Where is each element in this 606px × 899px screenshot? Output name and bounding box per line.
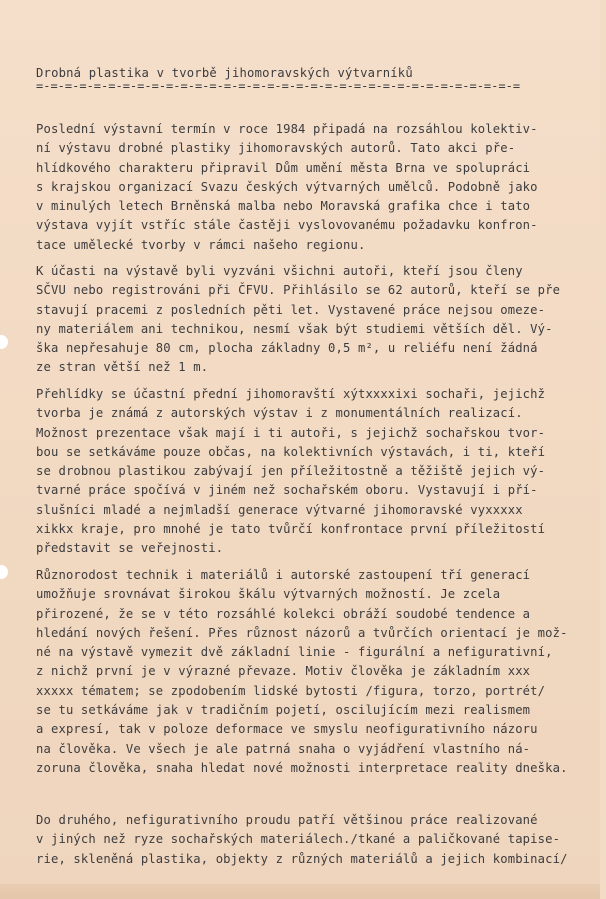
text-line: v minulých letech Brněnská malba nebo Moravská grafika chce i tato xyxy=(36,199,531,214)
paragraph-5 xyxy=(36,811,606,869)
text-line: xikkx kraje, pro mnohé je tato tvůrčí konfrontace první příležitostí xyxy=(36,522,546,537)
text-line: ní výstavu drobné plastiky jihomoravských autorů. Tato akci pře- xyxy=(36,141,516,156)
title-underline: =-=-=-=-=-=-=-=-=-=-=-=-=-=-=-=-=-=-=-=-=-=-=-=-=-=-=-=-=-=-=-=-=-= xyxy=(36,79,521,93)
paragraph-4 xyxy=(36,566,606,778)
text-line: Možnost prezentace však mají i ti autoři, s jejichž sochařskou tvor- xyxy=(36,425,546,440)
text-line: a expresí, tak v poloze deformace ve smyslu neofigurativního názoru xyxy=(36,722,538,737)
text-line: tvarné práce spočívá v jiném než sochařském oboru. Vystavují i pří- xyxy=(36,483,538,498)
text-line: Různorodost technik i materiálů i autorské zastoupení tří generací xyxy=(36,568,531,582)
text-line: umožňuje srovnávat širokou škálu výtvarných možností. Je zcela xyxy=(36,587,501,602)
text-line: se drobnou plastikou zabývají jen příležitostně a těžiště jejich vý- xyxy=(36,464,546,479)
text-line: Přehlídky se účastní přední jihomoravští xýtxxxxixi sochaři, jejichž xyxy=(36,387,546,401)
paragraph-1 xyxy=(36,120,606,255)
text-line: představit se veřejnosti. xyxy=(36,541,224,556)
text-line: K účasti na výstavě byli vyzváni všichni autoři, kteří jsou členy xyxy=(36,264,523,278)
text-line: zoruna člověka, snaha hledat nové možnosti interpretace reality dneška. xyxy=(36,760,568,775)
paragraph-2 xyxy=(36,262,606,378)
text-line: xxxxx tématem; se zpodobením lidské bytosti /figura, torzo, portrét/ xyxy=(36,683,546,698)
paragraph-3 xyxy=(36,385,606,559)
page-fold-edge xyxy=(0,884,600,899)
text-line: bou se setkáváme pouze občas, na kolektivních výstavách, i ti, kteří xyxy=(36,444,546,459)
text-line: ny materiálem ani technikou, nesmí však být studiemi větších děl. Vý- xyxy=(36,321,553,336)
text-line: rie, skleněná plastika, objekty z různých materiálů a jejich kombinací/ xyxy=(36,851,568,866)
text-line: tace umělecké tvorby v rámci našeho regionu. xyxy=(36,237,366,252)
text-line: přirozené, že se v této rozsáhlé kolekci obráží soudobé tendence a xyxy=(36,606,531,621)
text-line: slušníci mladé a nejmladší generace výtvarné jihomoravské vyxxxxx xyxy=(36,502,523,517)
text-line: hlídkového charakteru připravil Dům umění města Brna ve spolupráci xyxy=(36,160,531,175)
text-line: s krajskou organizací Svazu českých výtvarných umělců. Podobně jako xyxy=(36,179,538,194)
text-line: né na výstavě vymezit dvě základní linie - figurální a nefigurativní, xyxy=(36,645,553,660)
text-line: výstava vyjít vstříc stále častěji vyslovovanému požadavku konfron- xyxy=(36,218,538,233)
text-line: v jiných než ryze sochařských materiálech./tkané a paličkované tapise- xyxy=(36,832,561,847)
text-line: stavují pracemi z posledních pěti let. Vystavené práce nejsou omeze- xyxy=(36,302,546,317)
text-line: Poslední výstavní termín v roce 1984 připadá na rozsáhlou kolektiv- xyxy=(36,122,538,136)
text-line: SČVU nebo registrováni při ČFVU. Přihlásilo se 62 autorů, kteří se pře xyxy=(36,283,561,298)
text-line: hledání nových řešení. Přes různost názorů a tvůrčích orientací je mož- xyxy=(36,625,568,640)
text-line: ška nepřesahuje 80 cm, plocha základny 0,5 m², u reliéfu není žádná xyxy=(36,341,538,356)
text-line: Do druhého, nefigurativního proudu patří většinou práce realizované xyxy=(36,813,538,827)
text-line: se tu setkáváme jak v tradičním pojetí, oscilujícím mezi realismem xyxy=(36,703,531,718)
text-line: tvorba je známá z autorských výstav i z monumentálních realizací. xyxy=(36,406,523,421)
text-line: na člověka. Ve všech je ale patrná snaha o vyjádření vlastního ná- xyxy=(36,741,531,756)
document-title: Drobná plastika v tvorbě jihomoravských výtvarníků xyxy=(36,66,413,80)
text-line: ze stran větší než 1 m. xyxy=(36,360,209,375)
text-line: z nichž první je v výrazné převaze. Motiv člověka je základním xxx xyxy=(36,664,531,679)
